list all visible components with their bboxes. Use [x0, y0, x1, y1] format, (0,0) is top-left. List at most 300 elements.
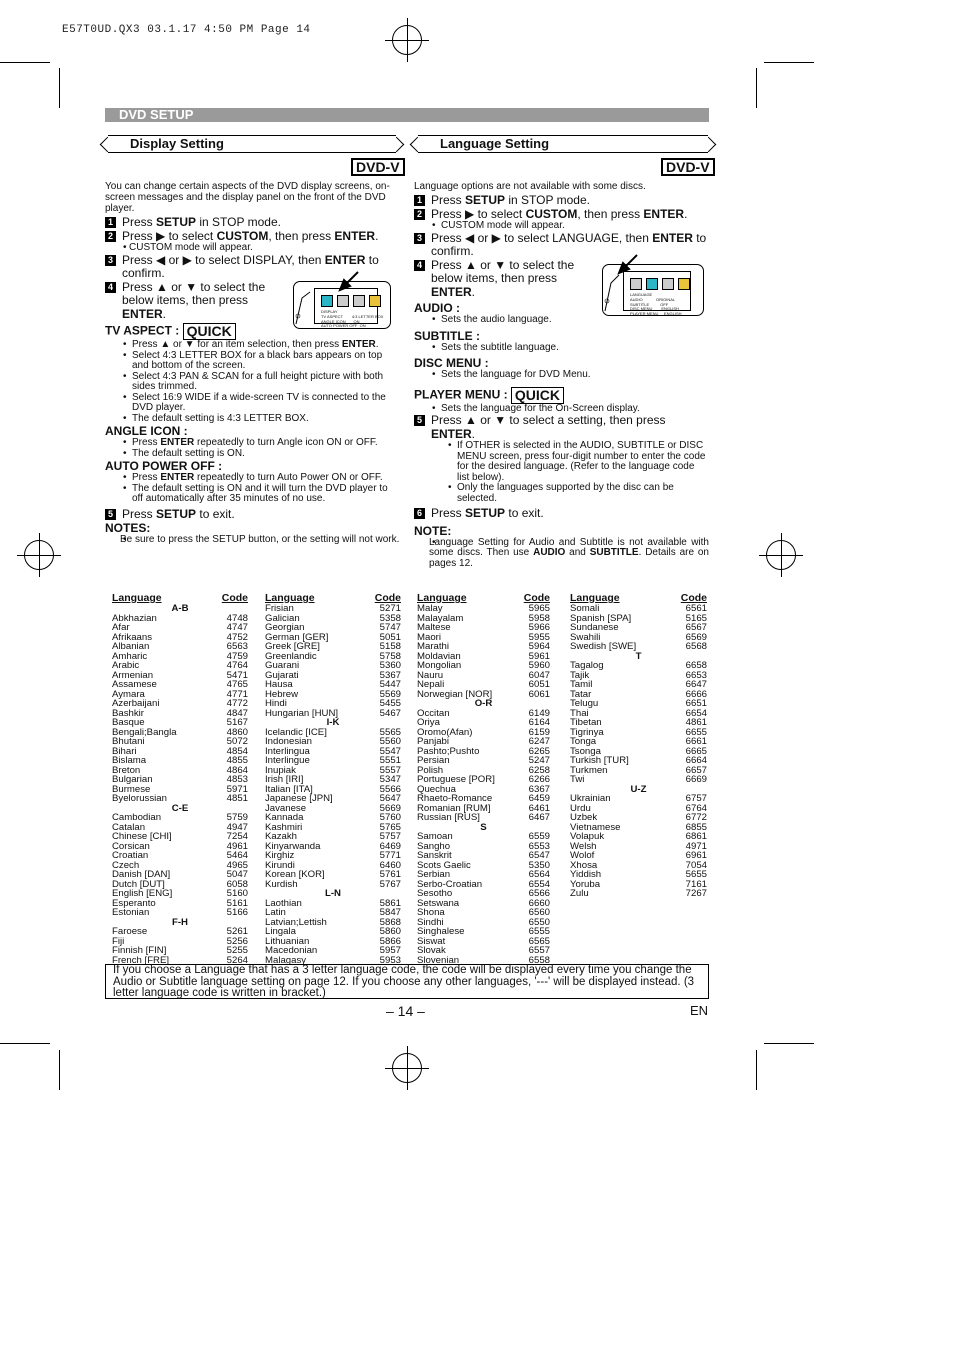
- display-setting-column: [105, 181, 400, 546]
- dvd-v-badge: DVD-V: [661, 158, 715, 176]
- language-name: Tatar: [570, 688, 592, 700]
- page-number: – 14 –: [386, 1003, 425, 1019]
- language-code: 4759: [226, 650, 248, 662]
- language-name: Inupiak: [265, 764, 296, 776]
- language-code: 5964: [528, 641, 550, 652]
- language-step-6: 6 Press SETUP to exit.: [414, 507, 709, 521]
- language-name: Kazakh: [265, 831, 297, 842]
- registration-mark: [392, 25, 422, 55]
- language-name: Aymara: [112, 688, 145, 700]
- language-code: 5471: [226, 669, 248, 681]
- language-code: 4853: [226, 774, 248, 785]
- language-name: Finnish [FIN]: [112, 945, 167, 956]
- language-name: Nauru: [417, 669, 444, 681]
- language-name: Malagasy: [265, 954, 307, 966]
- language-header: Language: [570, 592, 620, 604]
- language-code: 4747: [226, 622, 248, 633]
- language-name: Greek [GRE]: [265, 641, 320, 652]
- language-name: Bislama: [112, 755, 147, 766]
- language-code: 5759: [226, 812, 248, 823]
- language-code: 6461: [528, 802, 550, 814]
- language-name: Panjabi: [417, 736, 450, 747]
- language-code: 6664: [685, 755, 707, 766]
- language-code: 4855: [226, 755, 248, 766]
- display-intro: You can change certain aspects of the DVD display screens, on-screen messages and the display panel on the front of the DVD player.: [105, 181, 390, 214]
- disc-menu-bullet: • Sets the language for DVD Menu.: [414, 370, 709, 381]
- quick-badge: QUICK: [511, 387, 564, 404]
- audio-bullet: • Sets the audio language.: [414, 315, 709, 326]
- language-name: Pashto;Pushto: [417, 745, 480, 757]
- language-name: Moldavian: [417, 650, 461, 662]
- language-code: 6861: [685, 831, 707, 842]
- language-code: 6569: [685, 631, 707, 643]
- audio-label: AUDIO :: [414, 301, 460, 315]
- language-name: Telugu: [570, 698, 599, 709]
- language-name: Persian: [417, 755, 450, 766]
- group-label: T: [635, 650, 642, 662]
- osd-row: AUTO POWER OFF ON: [321, 323, 366, 328]
- language-tag: EN: [690, 1003, 709, 1018]
- language-name: Bengali;Bangla: [112, 726, 177, 738]
- language-name: Maori: [417, 631, 441, 643]
- language-code: 5760: [379, 812, 401, 823]
- language-code: 5669: [379, 802, 401, 814]
- language-name: Oriya: [417, 717, 440, 728]
- language-code: 6557: [528, 945, 550, 956]
- auto-power-bullet: • The default setting is ON and it will turn the DVD player to off automatically after 35 minutes of no use.: [105, 484, 400, 505]
- language-name: Siswat: [417, 935, 446, 947]
- language-name: Breton: [112, 764, 141, 776]
- tv-aspect-bullet: • Select 4:3 LETTER BOX for a black bars appears on top and bottom of the screen.: [105, 351, 400, 372]
- language-name: Lithuanian: [265, 935, 310, 947]
- language-name: Ukrainian: [570, 793, 611, 804]
- language-name: Byelorussian: [112, 793, 167, 804]
- language-name: Quechua: [417, 783, 456, 795]
- language-code: 5271: [379, 603, 401, 614]
- speaker-icon: [662, 278, 674, 290]
- language-name: Cambodian: [112, 812, 162, 823]
- language-code: 5367: [379, 669, 401, 681]
- crop-mark: [59, 68, 60, 108]
- language-icon: [646, 278, 658, 290]
- language-name: Tsonga: [570, 745, 601, 757]
- language-name: Urdu: [570, 802, 591, 814]
- language-name: Slovenian: [417, 954, 460, 966]
- language-code: 5072: [226, 736, 248, 747]
- language-name: Tibetan: [570, 717, 602, 728]
- remote-hand-icon: [292, 288, 316, 328]
- language-name: Italian [ITA]: [265, 783, 313, 795]
- language-name: French [FRE]: [112, 954, 170, 966]
- language-setting-column: [414, 181, 709, 569]
- language-code: 5358: [379, 612, 401, 624]
- language-code: 5256: [226, 935, 248, 947]
- language-setting-heading: Language Setting: [418, 135, 708, 153]
- language-name: Wolof: [570, 850, 595, 861]
- language-code: 5868: [379, 916, 401, 928]
- language-code: 6469: [379, 840, 401, 852]
- language-name: Latvian;Lettish: [265, 916, 327, 928]
- language-name: Romanian [RUM]: [417, 802, 491, 814]
- language-name: Esperanto: [112, 897, 156, 909]
- language-name: Thai: [570, 707, 589, 719]
- language-code: 6559: [528, 831, 550, 842]
- language-name: Maltese: [417, 622, 451, 633]
- language-name: Volapuk: [570, 831, 605, 842]
- language-step-2: 2 Press ▶ to select CUSTOM, then press ENTER.: [414, 208, 709, 222]
- lock-icon: [369, 295, 381, 307]
- language-code: 5261: [226, 926, 248, 937]
- language-name: Abkhazian: [112, 612, 157, 624]
- language-code: 5847: [379, 907, 401, 918]
- display-step-1: 1 Press SETUP in STOP mode.: [105, 216, 400, 230]
- subtitle-label: SUBTITLE :: [414, 328, 480, 343]
- tv-aspect-bullet: • Press ▲ or ▼ for an item selection, then press ENTER.: [105, 340, 400, 351]
- dvd-v-badge: DVD-V: [351, 158, 405, 176]
- crop-mark: [756, 68, 757, 108]
- language-name: Scots Gaelic: [417, 859, 471, 871]
- language-code-table-2: [265, 593, 401, 965]
- language-code-table-1: [112, 593, 248, 965]
- code-header: Code: [221, 592, 248, 604]
- language-name: Laothian: [265, 897, 302, 909]
- group-label: U-Z: [630, 783, 647, 795]
- group-label: A-B: [171, 603, 189, 614]
- language-name: Xhosa: [570, 859, 598, 871]
- language-name: Tajik: [570, 669, 590, 681]
- language-name: Slovak: [417, 945, 446, 956]
- language-code: 6367: [528, 783, 550, 795]
- language-code: 5560: [379, 736, 401, 747]
- language-name: Uzbek: [570, 812, 598, 823]
- language-name: Icelandic [ICE]: [265, 726, 327, 738]
- language-code: 6658: [685, 660, 707, 671]
- auto-power-off-label: AUTO POWER OFF :: [105, 459, 223, 473]
- language-name: Vietnamese: [570, 821, 621, 833]
- language-code: 6566: [528, 888, 550, 899]
- language-name: Norwegian [NOR]: [417, 688, 493, 700]
- display-icon: [630, 278, 642, 290]
- group-label: F-H: [172, 916, 188, 928]
- language-name: Japanese [JPN]: [265, 793, 333, 804]
- language-name: Bihari: [112, 745, 137, 757]
- language-code: 6565: [528, 935, 550, 947]
- language-code: 5961: [528, 650, 550, 662]
- language-name: Georgian: [265, 622, 305, 633]
- language-code: 5965: [528, 603, 550, 614]
- language-name: Nepali: [417, 679, 445, 690]
- language-code-table-4: [570, 593, 707, 899]
- language-code: 5160: [226, 888, 248, 899]
- language-name: Somali: [570, 603, 600, 614]
- language-code: 5860: [379, 926, 401, 937]
- language-name: Tamil: [570, 679, 593, 690]
- language-name: Sundanese: [570, 622, 619, 633]
- osd-title: DISPLAY: [321, 309, 338, 314]
- language-name: Danish [DAN]: [112, 869, 171, 880]
- language-code: 5455: [379, 698, 401, 709]
- group-label: S: [480, 821, 487, 833]
- language-code: 4971: [685, 840, 707, 852]
- language-code: 5960: [528, 660, 550, 671]
- registration-mark: [392, 1053, 422, 1083]
- language-code: 4854: [226, 745, 248, 757]
- language-code: 6651: [685, 698, 707, 709]
- language-name: Shona: [417, 907, 445, 918]
- language-name: Tigrinya: [570, 726, 604, 738]
- osd-row: ANGLE ICON ON: [321, 318, 360, 324]
- quick-badge: QUICK: [183, 323, 236, 340]
- language-code: 5767: [379, 878, 401, 890]
- language-code-table-3: [417, 593, 550, 965]
- language-name: Kurdish: [265, 878, 298, 890]
- language-code: 5557: [379, 764, 401, 776]
- language-code: 5771: [379, 850, 401, 861]
- language-name: Sanskrit: [417, 850, 452, 861]
- player-menu-label: PLAYER MENU : QUICK: [414, 387, 709, 404]
- language-code: 4860: [226, 726, 248, 738]
- section-bar: DVD SETUP: [105, 108, 709, 122]
- language-code: 4965: [226, 859, 248, 871]
- language-code: 6561: [685, 603, 707, 614]
- language-name: Twi: [570, 774, 585, 785]
- footnote-box: If you choose a Language that has a 3 letter language code, the code will be displayed every time you change the Audio or Subtitle language setting on page 12. If you choose any other languages, '---' will be displayed instead. (3 letter language code is written in bracket.): [105, 964, 709, 999]
- language-name: German [GER]: [265, 631, 329, 643]
- language-code: 6258: [528, 764, 550, 776]
- osd-row: AUDIO ORIGINAL: [630, 297, 676, 302]
- language-code: 5158: [379, 641, 401, 652]
- language-name: Gujarati: [265, 669, 299, 681]
- crop-mark: [0, 1043, 50, 1044]
- crop-mark: [756, 1050, 757, 1090]
- language-name: Indonesian: [265, 736, 312, 747]
- code-header: Code: [680, 592, 707, 604]
- language-code: 6051: [528, 679, 550, 690]
- language-code: 7267: [685, 888, 707, 899]
- notes-bullet: • Be sure to press the SETUP button, or the setting will not work.: [105, 535, 400, 546]
- crop-mark: [0, 62, 50, 63]
- display-setting-heading: Display Setting: [108, 135, 396, 153]
- language-code: 6563: [226, 641, 248, 652]
- display-step-4: 4 Press ▲ or ▼ to select the below items, then press ENTER.: [105, 281, 275, 322]
- language-code: 6660: [528, 897, 550, 909]
- display-icon: [321, 295, 333, 307]
- crop-mark: [59, 1050, 60, 1090]
- language-name: Lingala: [265, 926, 296, 937]
- language-intro: Language options are not available with some discs.: [414, 181, 646, 192]
- language-name: Fiji: [112, 935, 125, 947]
- language-name: Hausa: [265, 679, 293, 690]
- language-code: 5447: [379, 679, 401, 690]
- language-step-3: 3 Press ◀ or ▶ to select LANGUAGE, then ENTER to confirm.: [414, 232, 709, 259]
- language-code: 4851: [226, 793, 248, 804]
- language-name: Kinyarwanda: [265, 840, 321, 852]
- display-step-2: 2 Press ▶ to select CUSTOM, then press ENTER.: [105, 230, 400, 244]
- language-name: Hindi: [265, 698, 287, 709]
- step-5-bullet: • Only the languages supported by the disc can be selected.: [414, 483, 709, 504]
- language-code: 5360: [379, 660, 401, 671]
- language-step-5: 5 Press ▲ or ▼ to select a setting, then press ENTER.: [414, 414, 709, 441]
- speaker-icon: [353, 295, 365, 307]
- language-code: 4752: [226, 631, 248, 643]
- language-name: Kirundi: [265, 859, 295, 871]
- language-name: Afrikaans: [112, 631, 152, 643]
- language-name: Swahili: [570, 631, 601, 643]
- tv-aspect-bullet: • Select 16:9 WIDE if a wide-screen TV is connected to the DVD player.: [105, 393, 400, 414]
- language-name: Croatian: [112, 850, 149, 861]
- language-code: 5955: [528, 631, 550, 643]
- subtitle-bullet: • Sets the subtitle language.: [414, 343, 709, 354]
- language-code: 5551: [379, 755, 401, 766]
- language-code: 6655: [685, 726, 707, 738]
- crop-mark: [764, 1043, 814, 1044]
- language-code: 5958: [528, 612, 550, 624]
- language-code: 6553: [528, 840, 550, 852]
- pointer-arrow-icon: [617, 253, 639, 275]
- language-name: Spanish [SPA]: [570, 612, 632, 624]
- language-header: Language: [265, 592, 315, 604]
- language-code: 5761: [379, 869, 401, 880]
- language-code: 6061: [528, 688, 550, 700]
- group-label: L-N: [325, 888, 341, 899]
- language-name: Albanian: [112, 641, 150, 652]
- language-code: 6665: [685, 745, 707, 757]
- language-code: 6247: [528, 736, 550, 747]
- display-step-3: 3 Press ◀ or ▶ to select DISPLAY, then ENTER to confirm.: [105, 254, 400, 281]
- language-code: 5255: [226, 945, 248, 956]
- language-code: 5547: [379, 745, 401, 757]
- language-name: Assamese: [112, 679, 157, 690]
- language-name: Oromo(Afan): [417, 726, 473, 738]
- language-code: 4961: [226, 840, 248, 852]
- language-name: English [ENG]: [112, 888, 173, 899]
- language-name: Polish: [417, 764, 444, 776]
- language-code: 6757: [685, 793, 707, 804]
- language-code: 4765: [226, 679, 248, 690]
- language-code: 6058: [226, 878, 248, 890]
- language-name: Galician: [265, 612, 300, 624]
- group-label: C-E: [171, 802, 189, 814]
- language-code: 5167: [226, 717, 248, 728]
- language-name: Chinese [CHI]: [112, 831, 172, 842]
- lock-icon: [678, 278, 690, 290]
- player-menu-bullet: • Sets the language for the On-Screen display.: [414, 404, 709, 415]
- language-name: Burmese: [112, 783, 151, 795]
- language-code: 6661: [685, 736, 707, 747]
- language-code: 7254: [226, 831, 248, 842]
- language-name: Welsh: [570, 840, 597, 852]
- language-code: 6550: [528, 916, 550, 928]
- language-name: Tonga: [570, 736, 597, 747]
- language-name: Rhaeto-Romance: [417, 793, 493, 804]
- note-label: NOTE:: [414, 523, 452, 538]
- language-name: Hungarian [HUN]: [265, 707, 339, 719]
- language-name: Bulgarian: [112, 774, 153, 785]
- language-name: Czech: [112, 859, 140, 871]
- language-code: 6567: [685, 622, 707, 633]
- language-code: 5247: [528, 755, 550, 766]
- language-name: Tagalog: [570, 660, 604, 671]
- osd-title: LANGUAGE: [630, 292, 653, 297]
- language-code: 5569: [379, 688, 401, 700]
- language-code: 6961: [685, 850, 707, 861]
- language-code: 6560: [528, 907, 550, 918]
- tv-aspect-label: TV ASPECT : QUICK: [105, 323, 400, 340]
- language-name: Bhutani: [112, 736, 145, 747]
- language-name: Malayalam: [417, 612, 464, 624]
- language-name: Arabic: [112, 660, 140, 671]
- angle-icon-label: ANGLE ICON :: [105, 424, 188, 438]
- display-osd-illustration: [293, 281, 391, 329]
- language-name: Swedish [SWE]: [570, 641, 637, 652]
- language-name: Kannada: [265, 812, 304, 823]
- language-code: 5655: [685, 869, 707, 880]
- language-name: Korean [KOR]: [265, 869, 325, 880]
- language-code: 5350: [528, 859, 550, 871]
- language-code: 5047: [226, 869, 248, 880]
- group-label: I-K: [326, 717, 340, 728]
- language-name: Yiddish: [570, 869, 602, 880]
- language-code: 6772: [685, 812, 707, 823]
- language-name: Mongolian: [417, 660, 462, 671]
- language-name: Latin: [265, 907, 286, 918]
- language-code: 4864: [226, 764, 248, 776]
- language-name: Setswana: [417, 897, 460, 909]
- language-code: 5165: [685, 612, 707, 624]
- step-5-bullet: • If OTHER is selected in the AUDIO, SUBTITLE or DISC MENU screen, press four-digit number to enter the code for the desired language. (Refer to the language code list below).: [414, 441, 709, 483]
- language-name: Amharic: [112, 650, 148, 662]
- language-code: 4947: [226, 821, 248, 833]
- language-code: 5051: [379, 631, 401, 643]
- language-osd-illustration: [602, 264, 704, 316]
- language-header: Language: [112, 592, 162, 604]
- language-code: 6654: [685, 707, 707, 719]
- code-header: Code: [374, 592, 401, 604]
- language-name: Turkmen: [570, 764, 608, 776]
- language-name: Kirghiz: [265, 850, 295, 861]
- language-name: Marathi: [417, 641, 449, 652]
- language-name: Russian [RUS]: [417, 812, 480, 823]
- language-name: Catalan: [112, 821, 146, 833]
- language-name: Zulu: [570, 888, 589, 899]
- language-code: 6555: [528, 926, 550, 937]
- language-name: Serbo-Croatian: [417, 878, 483, 890]
- language-name: Javanese: [265, 802, 307, 814]
- language-code: 4772: [226, 698, 248, 709]
- disc-menu-label: DISC MENU :: [414, 356, 489, 370]
- osd-row: SUBTITLE OFF: [630, 301, 669, 307]
- language-code: 6467: [528, 812, 550, 823]
- group-label: O-R: [474, 698, 493, 709]
- pointer-arrow-icon: [338, 270, 360, 292]
- language-name: Samoan: [417, 831, 453, 842]
- language-code: 5647: [379, 793, 401, 804]
- language-name: Irish [IRI]: [265, 774, 304, 785]
- language-name: Sangho: [417, 840, 451, 852]
- table-row: [570, 889, 707, 899]
- language-code: 5957: [379, 945, 401, 956]
- language-code: 4771: [226, 688, 248, 700]
- language-name: Yoruba: [570, 878, 601, 890]
- language-code: 5757: [379, 831, 401, 842]
- note-bullet: • Language Setting for Audio and Subtitle is not available with some discs. Then use AUDIO and SUBTITLE. Details are on pages 12.: [414, 538, 709, 570]
- tv-aspect-bullet: • Select 4:3 PAN & SCAN for a full height picture with both sides trimmed.: [105, 372, 400, 393]
- angle-icon-bullet: • The default setting is ON.: [105, 449, 400, 460]
- language-name: Basque: [112, 717, 145, 728]
- language-name: Interlingua: [265, 745, 310, 757]
- remote-hand-icon: [601, 271, 625, 315]
- language-name: Estonian: [112, 907, 150, 918]
